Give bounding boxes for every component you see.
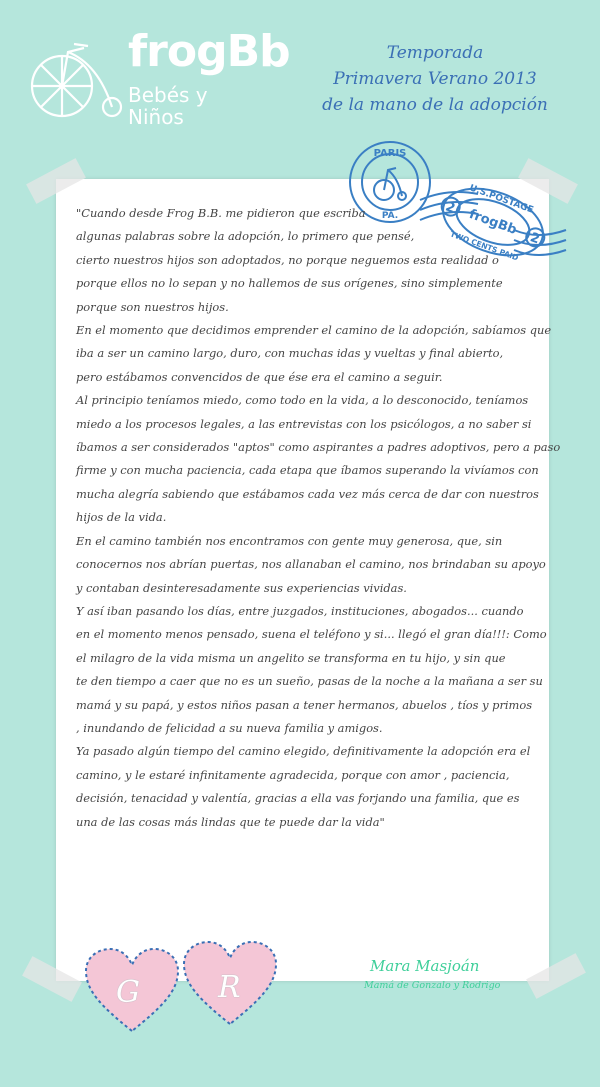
season-line-3: de la mano de la adopción [322, 95, 548, 115]
postage-top-text: U.S.POSTAGE [467, 183, 535, 216]
letter-line: en el momento menos pensado, suena el teléfono y si... llegó el gran día!!!: Como [76, 627, 547, 642]
letter-line: mamá y su papá, y estos niños pasan a tener hermanos, abuelos , tíos y primos [76, 697, 533, 712]
paris-stamp-top-text: PARIS [373, 148, 407, 159]
letter-line: te den tiempo a caer que no es un sueño, pasas de la noche a la mañana a ser su [76, 674, 543, 689]
brand-subtitle: Bebés y Niños [128, 83, 208, 129]
letter-line: cierto nuestros hijos son adoptados, no porque neguemos esta realidad o [76, 252, 499, 267]
brand-name: frogBb [128, 26, 290, 77]
brand-logo [28, 26, 290, 136]
postage-value-right: 2 [527, 230, 542, 248]
letter-line: "Cuando desde Frog B.B. me pidieron que escriba [76, 206, 366, 220]
letter-line: mucha alegría sabiendo que estábamos cada vez más cerca de dar con nuestros [76, 486, 539, 501]
letter-line: y contaban desinteresadamente sus experiencias vividas. [76, 580, 407, 595]
season-heading [300, 40, 570, 118]
letter-line: firme y con mucha paciencia, cada etapa que íbamos superando la vivíamos con [76, 463, 539, 478]
letter-line: En el camino también nos encontramos con gente muy generosa, que, sin [76, 533, 503, 548]
letter-line: porque son nuestros hijos. [76, 299, 229, 314]
bicycle-icon [28, 34, 128, 124]
heart-initial: G [116, 975, 140, 1010]
letter-line: , inundando de felicidad a su nueva familia y amigos. [76, 720, 383, 735]
paris-stamp-bottom-text: PA. [381, 211, 399, 221]
letter-line: decisión, tenacidad y valentía, gracias a ella vas forjando una familia, que es [76, 791, 520, 806]
letter-line: camino, y le estaré infinitamente agradecida, porque con amor , paciencia, [76, 767, 510, 782]
letter-line: Ya pasado algún tiempo del camino elegido, definitivamente la adopción era el [76, 744, 531, 759]
letter-line: pero estábamos convencidos de que ése era el camino a seguir. [76, 369, 443, 384]
signature-name: Mara Masjoán [370, 957, 480, 975]
letter-line: iba a ser un camino largo, duro, con muchas idas y vueltas y final abierto, [76, 346, 504, 361]
season-line-2: Primavera Verano 2013 [333, 69, 537, 89]
letter-line: porque ellos no lo sepan y no hallemos de sus orígenes, sino simplemente [76, 276, 503, 291]
heart-g [82, 945, 182, 1039]
letter-line: Y así iban pasando los días, entre juzgados, instituciones, abogados... cuando [76, 603, 524, 618]
letter-line: hijos de la vida. [76, 510, 167, 525]
letter-line: una de las cosas más lindas que te puede dar la vida" [76, 814, 385, 829]
letter-line: Al principio teníamos miedo, como todo en la vida, a lo desconocido, teníamos [76, 393, 529, 408]
postage-brand-text: frogBb [466, 206, 519, 238]
letter-line: conocernos nos abrían puertas, nos allanaban el camino, nos brindaban su apoyo [76, 557, 546, 572]
signature-subtitle: Mamá de Gonzalo y Rodrigo [364, 980, 501, 991]
letter-line: íbamos a ser considerados "aptos" como aspirantes a padres adoptivos, pero a paso [76, 440, 561, 455]
season-line-1: Temporada [386, 43, 484, 63]
letter-line: algunas palabras sobre la adopción, lo primero que pensé, [76, 229, 415, 244]
letter-line: En el momento que decidimos emprender el camino de la adopción, sabíamos que [76, 323, 552, 338]
letter-line: el milagro de la vida misma un angelito se transforma en tu hijo, y sin que [76, 650, 506, 665]
postage-bottom-text: TWO CENTS PAID [448, 229, 520, 263]
postage-value-left: 2 [443, 199, 458, 217]
heart-initial: R [218, 970, 241, 1005]
heart-r [180, 938, 280, 1032]
letter-body [76, 202, 561, 834]
letter-line: miedo a los procesos legales, a las entrevistas con los psicólogos, a no saber si [76, 416, 532, 431]
